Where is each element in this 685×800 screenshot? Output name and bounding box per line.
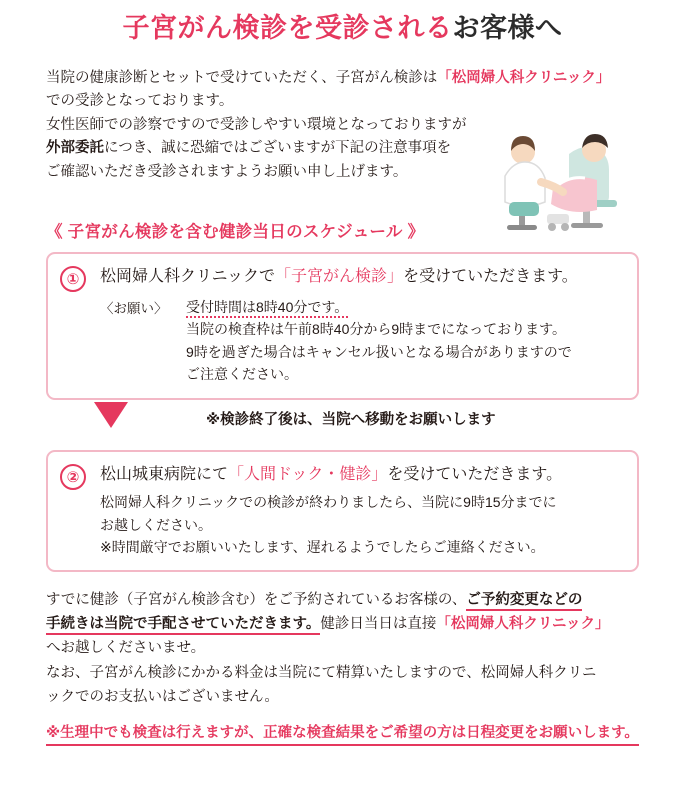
page-title: [46, 6, 639, 45]
intro-emphasis: 外部委託: [46, 140, 104, 157]
step-1-request-line-4: ご注意ください。: [186, 366, 298, 383]
down-arrow-icon: [94, 402, 128, 428]
step-2-title-a: 松山城東病院にて: [100, 465, 229, 483]
closing-line-1a: すでに健診（子宮がん検診含む）をご予約されているお客様の、: [46, 592, 467, 609]
intro-line-2: での受診となっております。: [46, 93, 234, 110]
schedule-heading: 《 子宮がん検診を含む健診当日のスケジュール 》: [46, 223, 425, 242]
intro-line-5: ご確認いただき受診されますようお願い申し上げます。: [46, 163, 408, 180]
step-2-body-line-3: ※時間厳守でお願いいたします、遅れるようでしたらご連絡ください。: [100, 538, 545, 555]
step-2-title-quote: 「人間ドック・健診」: [228, 465, 388, 483]
clinic-name-inline-2: 「松岡婦人科クリニック」: [436, 616, 610, 633]
move-note: ※検診終了後は、当院へ移動をお願いします: [206, 411, 496, 428]
closing-line-2-rest: 健診日当日は直接: [320, 616, 437, 633]
step-1-request-row: [100, 296, 623, 386]
arrow-row: [46, 400, 639, 440]
intro-paragraph: [46, 67, 639, 184]
closing-line-4: なお、子宮がん検診にかかる料金は当院にて精算いたしますので、松岡婦人科クリニ: [46, 664, 597, 681]
closing-paragraph: [46, 588, 639, 708]
step-1-number: ①: [60, 266, 86, 292]
step-2-box: [46, 450, 639, 573]
intro-line-4-rest: につき、誠に恐縮ではございますが下記の注意事項を: [104, 140, 452, 157]
closing-underline-2: 手続きは当院で手配させていただきます。: [46, 616, 320, 635]
closing-line-5: ックでのお支払いはございません。: [46, 688, 279, 705]
step-2-title: [100, 464, 623, 486]
closing-underline-1: ご予約変更などの: [466, 592, 582, 611]
closing-line-1: [46, 588, 639, 612]
step-2-body-line-2: お越しください。: [100, 516, 212, 533]
intro-line-3: 女性医師での診察ですので受診しやすい環境となっておりますが: [46, 116, 467, 133]
page-title-pink: 子宮がん検診を受診される: [122, 13, 453, 43]
intro-line-4: [46, 137, 639, 160]
page-title-dark: お客様へ: [452, 13, 563, 43]
step-2-number: ②: [60, 464, 86, 490]
step-1-title-quote: 「子宮がん検診」: [275, 268, 404, 286]
step-2-body-line-1: 松岡婦人科クリニックでの検診が終わりましたら、当院に9時15分までに: [100, 494, 557, 511]
step-2-body: [100, 491, 623, 558]
step-1-request-line-3: 9時を過ぎた場合はキャンセル扱いとなる場合がありますので: [186, 343, 572, 360]
step-1-title-b: を受けていただきます。: [403, 268, 578, 286]
step-1-title: [100, 266, 623, 288]
closing-line-3: へお越しくださいませ。: [46, 640, 206, 657]
final-note-wrap: [46, 709, 639, 746]
step-1-request-line-1: [186, 296, 623, 318]
final-note: ※生理中でも検査は行えますが、正確な検査結果をご希望の方は日程変更をお願いします。: [46, 721, 639, 746]
page-title-wrap: [46, 0, 639, 45]
step-1-request-line-2: 当院の検査枠は午前8時40分から9時までになっております。: [186, 321, 567, 338]
clinic-name-inline: 「松岡婦人科クリニック」: [437, 70, 611, 86]
closing-line-2: [46, 612, 639, 636]
step-1-box: [46, 252, 639, 399]
step-1-title-a: 松岡婦人科クリニックで: [100, 268, 276, 286]
intro-line-1a: 当院の健康診断とセットで受けていただく、子宮がん検診は: [46, 70, 438, 86]
step-1-request-body: [186, 296, 623, 386]
intro-line-1: [46, 67, 639, 90]
reception-time-text: 受付時間は8時40分です。: [186, 299, 348, 318]
step-1-request-label: 〈お願い〉: [100, 301, 168, 317]
step-2-title-b: を受けていただきます。: [387, 465, 563, 483]
